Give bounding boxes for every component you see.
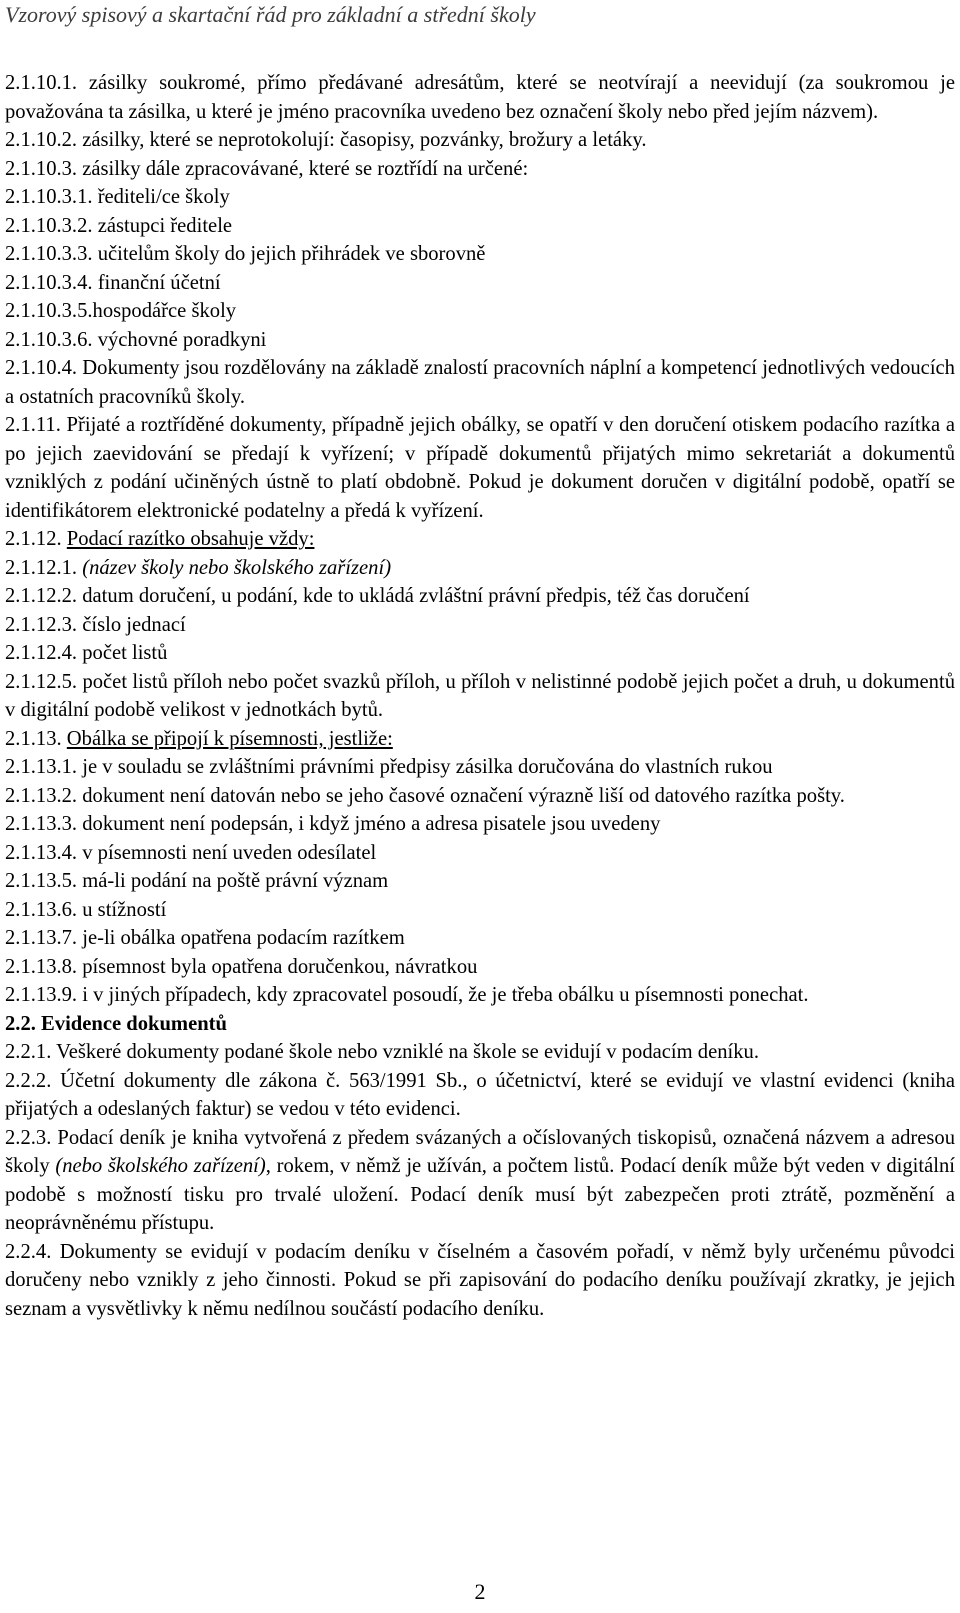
list-item (5, 639, 955, 668)
list-item-text: učitelům školy do jejich přihrádek ve sborovně (97, 243, 486, 265)
section-number: 2.1.10.3.4. (5, 271, 93, 294)
paragraph-2-2-2 (5, 1067, 955, 1124)
list-item-text: zástupci ředitele (97, 214, 233, 237)
list-item-text: finanční účetní (97, 271, 221, 294)
section-number: 2.1.10.3.1. (5, 186, 93, 208)
list-item (5, 212, 955, 241)
section-number: 2.1.13.7. (5, 927, 78, 949)
page-number: 2 (474, 1579, 486, 1604)
paragraph-text: Účetní dokumenty dle zákona č. 563/1991 Sb., o účetnictví, které se evidují ve vlastní evidenci (kniha přijatých a odeslaných faktur) se vedou v této evidenci. (5, 1069, 955, 1120)
list-item-text: výchovné poradkyni (97, 328, 267, 351)
section-number: 2.1.10.1. (5, 72, 78, 94)
heading-2-1-12 (5, 525, 955, 554)
section-number: 2.1.13.6. (5, 898, 78, 921)
section-number: 2.1.13.2. (5, 784, 78, 807)
list-item-text: dokument není datován nebo se jeho časové označení výrazně liší od datového razítka pošty. (82, 784, 845, 807)
section-number: 2.1.12.3. (5, 613, 78, 636)
section-number: 2.1.13.8. (5, 955, 78, 978)
section-number: 2.1.10.3. (5, 157, 78, 180)
list-item (5, 297, 955, 326)
list-item (5, 240, 955, 269)
paragraph-text: , rokem, v němž je užíván, a počtem listů. Podací deník může být veden v digitální podobě s možností tisku pro trvalé uložení. Podací deník musí být zabezpečen proti ztrátě, pozměnění a neoprávněnému přístupu. (5, 1155, 956, 1234)
section-number: 2.2.4. (5, 1240, 52, 1263)
section-number: 2.1.12. (5, 528, 62, 550)
section-number: 2.1.12.5. (5, 670, 78, 693)
section-title: Evidence dokumentů (41, 1012, 227, 1035)
list-item (5, 326, 955, 355)
list-item-text: v písemnosti není uveden odesílatel (82, 841, 377, 864)
section-number: 2.1.12.1. (5, 556, 78, 579)
list-item-text: řediteli/ce školy (97, 186, 230, 208)
heading-2-1-13 (5, 725, 955, 754)
list-item-text: počet listů (82, 642, 168, 664)
paragraph-2-1-10-2 (5, 126, 955, 155)
list-item (5, 753, 955, 782)
list-item-text: číslo jednací (82, 613, 186, 636)
section-number: 2.1.13.3. (5, 813, 78, 835)
list-item-text: písemnost byla opatřena doručenkou, návratkou (82, 955, 478, 978)
list-item (5, 668, 955, 725)
list-item-text: (název školy nebo školského zařízení) (82, 556, 392, 579)
paragraph-2-2-3 (5, 1124, 955, 1238)
section-number: 2.1.10.3.3. (5, 243, 93, 265)
section-number: 2.1.13.1. (5, 756, 78, 778)
section-number: 2.1.10.3.5. (5, 300, 93, 322)
paragraph-text: Veškeré dokumenty podané škole nebo vzniklé na škole se evidují v podacím deníku. (56, 1041, 759, 1063)
list-item-text: datum doručení, u podání, kde to ukládá zvláštní právní předpis, též čas doručení (82, 585, 750, 607)
section-number: 2.1.11. (5, 414, 61, 436)
section-number: 2.2.3. (5, 1126, 52, 1149)
document-body (5, 69, 955, 1323)
list-item-text: má-li podání na poště právní význam (82, 870, 389, 892)
list-item (5, 839, 955, 868)
list-item (5, 782, 955, 811)
list-item-text: dokument není podepsán, i když jméno a adresa pisatele jsou uvedeny (82, 813, 661, 835)
paragraph-2-1-11 (5, 411, 955, 525)
section-number: 2.1.10.2. (5, 129, 78, 151)
paragraph-text: Podací deník je kniha vytvořená z předem svázaných a očíslovaných tiskopisů, označená názvem a adresou školy (5, 1126, 955, 1177)
section-number: 2.1.12.4. (5, 642, 78, 664)
paragraph-2-1-10-3 (5, 155, 955, 184)
paragraph-2-2-4 (5, 1238, 955, 1324)
list-item (5, 611, 955, 640)
section-number: 2.1.12.2. (5, 585, 78, 607)
list-item-text: hospodářce školy (92, 300, 237, 322)
section-number: 2.1.10.3.6. (5, 328, 93, 351)
paragraph-2-1-10-1 (5, 69, 955, 126)
list-item-text: je-li obálka opatřena podacím razítkem (82, 927, 405, 949)
underlined-heading: Obálka se připojí k písemnosti, jestliže: (66, 727, 393, 750)
section-number: 2.1.13.4. (5, 841, 78, 864)
list-item (5, 810, 955, 839)
section-number: 2.1.10.3.2. (5, 214, 93, 237)
paragraph-text: zásilky dále zpracovávané, které se roztřídí na určené: (82, 157, 529, 180)
section-number: 2.1.13.9. (5, 984, 78, 1006)
section-number: 2.2.1. (5, 1041, 52, 1063)
running-header: Vzorový spisový a skartační řád pro základní a střední školy (5, 2, 536, 27)
paragraph-text-italic: (nebo školského zařízení) (55, 1155, 266, 1177)
paragraph-text: Dokumenty se evidují v podacím deníku v číselném a časovém pořadí, v němž byly určenému původci doručeny nebo vznikly z jeho činnosti. Pokud se při zapisování do podacího deníku používají zkratky, je jejich seznam a vysvětlivky k němu nedílnou součástí podacího deníku. (5, 1240, 955, 1320)
paragraph-text: zásilky soukromé, přímo předávané adresátům, které se neotvírají a neevidují (za soukromou je považována ta zásilka, u které je jméno pracovníka uvedeno bez označení školy nebo před jejím názvem). (5, 72, 955, 123)
section-number: 2.1.13. (5, 727, 62, 750)
list-item-text: počet listů příloh nebo počet svazků příloh, u příloh v nelistinné podobě jejich počet a druh, u dokumentů v digitální podobě velikost v jednotkách bytů. (5, 670, 955, 721)
paragraph-text: zásilky, které se neprotokolují: časopisy, pozvánky, brožury a letáky. (82, 129, 647, 151)
paragraph-2-1-10-4 (5, 354, 955, 411)
list-item (5, 981, 955, 1010)
list-item (5, 867, 955, 896)
list-item-text: u stížností (82, 898, 167, 921)
section-number: 2.1.10.4. (5, 357, 78, 379)
list-item (5, 582, 955, 611)
section-heading-2-2 (5, 1010, 955, 1039)
paragraph-2-2-1 (5, 1038, 955, 1067)
section-number: 2.2. (5, 1012, 36, 1035)
list-item (5, 953, 955, 982)
section-number: 2.2.2. (5, 1069, 52, 1092)
list-item (5, 896, 955, 925)
list-item-text: i v jiných případech, kdy zpracovatel posoudí, že je třeba obálku u písemnosti ponechat. (82, 984, 809, 1006)
list-item (5, 554, 955, 583)
paragraph-text: Dokumenty jsou rozdělovány na základě znalostí pracovních náplní a kompetencí jednotlivých vedoucích a ostatních pracovníků školy. (5, 357, 955, 408)
underlined-heading: Podací razítko obsahuje vždy: (66, 528, 315, 550)
list-item (5, 269, 955, 298)
paragraph-text: Přijaté a roztříděné dokumenty, případně jejich obálky, se opatří v den doručení otiskem podacího razítka a po jejich zaevidování se předají k vyřízení; v případě dokumentů přijatých mimo sekretariát a dokumentů vzniklých z podání učiněných ústně to platí obdobně. Pokud je dokument doručen v digitální podobě, opatří se identifikátorem elektronické podatelny a předá k vyřízení. (5, 414, 955, 522)
list-item-text: je v souladu se zvláštními právními předpisy zásilka doručována do vlastních rukou (82, 756, 773, 778)
list-item (5, 924, 955, 953)
section-number: 2.1.13.5. (5, 870, 78, 892)
list-item (5, 183, 955, 212)
